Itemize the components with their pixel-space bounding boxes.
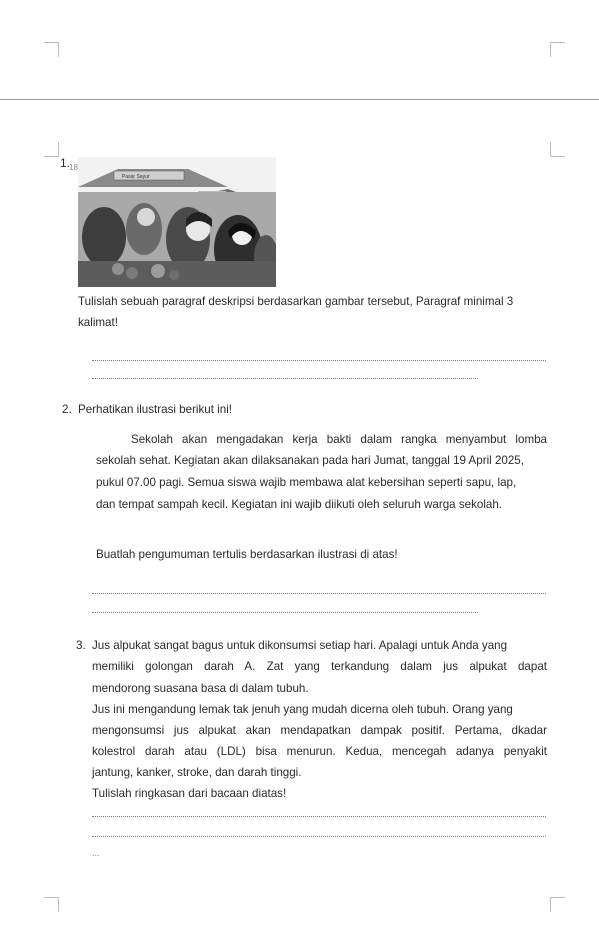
reading-line: mengonsumsi jus alpukat akan mendapatkan dampak positif. Pertama, dkadar (92, 724, 547, 737)
crop-mark-mid-left (44, 142, 59, 157)
crop-mark-mid-right (550, 142, 565, 157)
announcement-paragraph-line: dan tempat sampah kecil. Kegiatan ini wajib diikuti oleh seluruh warga sekolah. (96, 498, 503, 511)
answer-trailing-dots: ... (92, 848, 100, 858)
question-1-number: 1. (60, 156, 71, 170)
answer-line (92, 836, 546, 837)
announcement-paragraph-line: sekolah sehat. Kegiatan akan dilaksanakan pada hari Jumat, tanggal 19 April 2025, (96, 454, 524, 467)
crop-mark-top-left (44, 42, 59, 57)
announcement-paragraph-line: pukul 07.00 pagi. Semua siswa wajib membawa alat kebersihan seperti sapu, lap, (96, 476, 517, 489)
question-2-prompt: Buatlah pengumuman tertulis berdasarkan ilustrasi di atas! (96, 548, 398, 561)
market-sign-text: Pasar Sayur (122, 174, 150, 180)
question-2-intro: Perhatikan ilustrasi berikut ini! (78, 403, 233, 416)
answer-line (92, 816, 546, 817)
reading-line: mendorong suasana basa di dalam tubuh. (92, 682, 309, 695)
answer-line (92, 593, 546, 594)
page-separator (0, 99, 599, 100)
reading-line: Jus alpukat sangat bagus untuk dikonsumsi setiap hari. Apalagi untuk Anda yang (92, 639, 508, 652)
announcement-paragraph-line: Sekolah akan mengadakan kerja bakti dalam rangka menyambut lomba (131, 433, 547, 446)
market-illustration (78, 157, 276, 287)
answer-line (92, 360, 546, 361)
question-2-number: 2. (62, 403, 72, 416)
reading-line: jantung, kanker, stroke, dan darah tinggi. (92, 766, 302, 779)
reading-line: kolestrol darah atau (LDL) bisa menurun. Kedua, mencegah adanya penyakit (92, 745, 547, 758)
crop-mark-bottom-left (44, 897, 59, 912)
question-3-prompt: Tulislah ringkasan dari bacaan diatas! (92, 787, 287, 800)
answer-line (92, 612, 478, 613)
image-label: 18 (69, 163, 78, 172)
reading-line: memiliki golongan darah A. Zat yang terkandung dalam jus alpukat dapat (92, 660, 547, 673)
question-1-prompt-line-1: Tulislah sebuah paragraf deskripsi berdasarkan gambar tersebut, Paragraf minimal 3 (78, 295, 514, 308)
crop-mark-bottom-right (550, 897, 565, 912)
crop-mark-top-right (550, 42, 565, 57)
question-1-prompt-line-2: kalimat! (78, 316, 118, 329)
reading-line: Jus ini mengandung lemak tak jenuh yang mudah dicerna oleh tubuh. Orang yang (92, 703, 513, 716)
answer-line (92, 378, 478, 379)
question-3-number: 3. (76, 639, 86, 652)
